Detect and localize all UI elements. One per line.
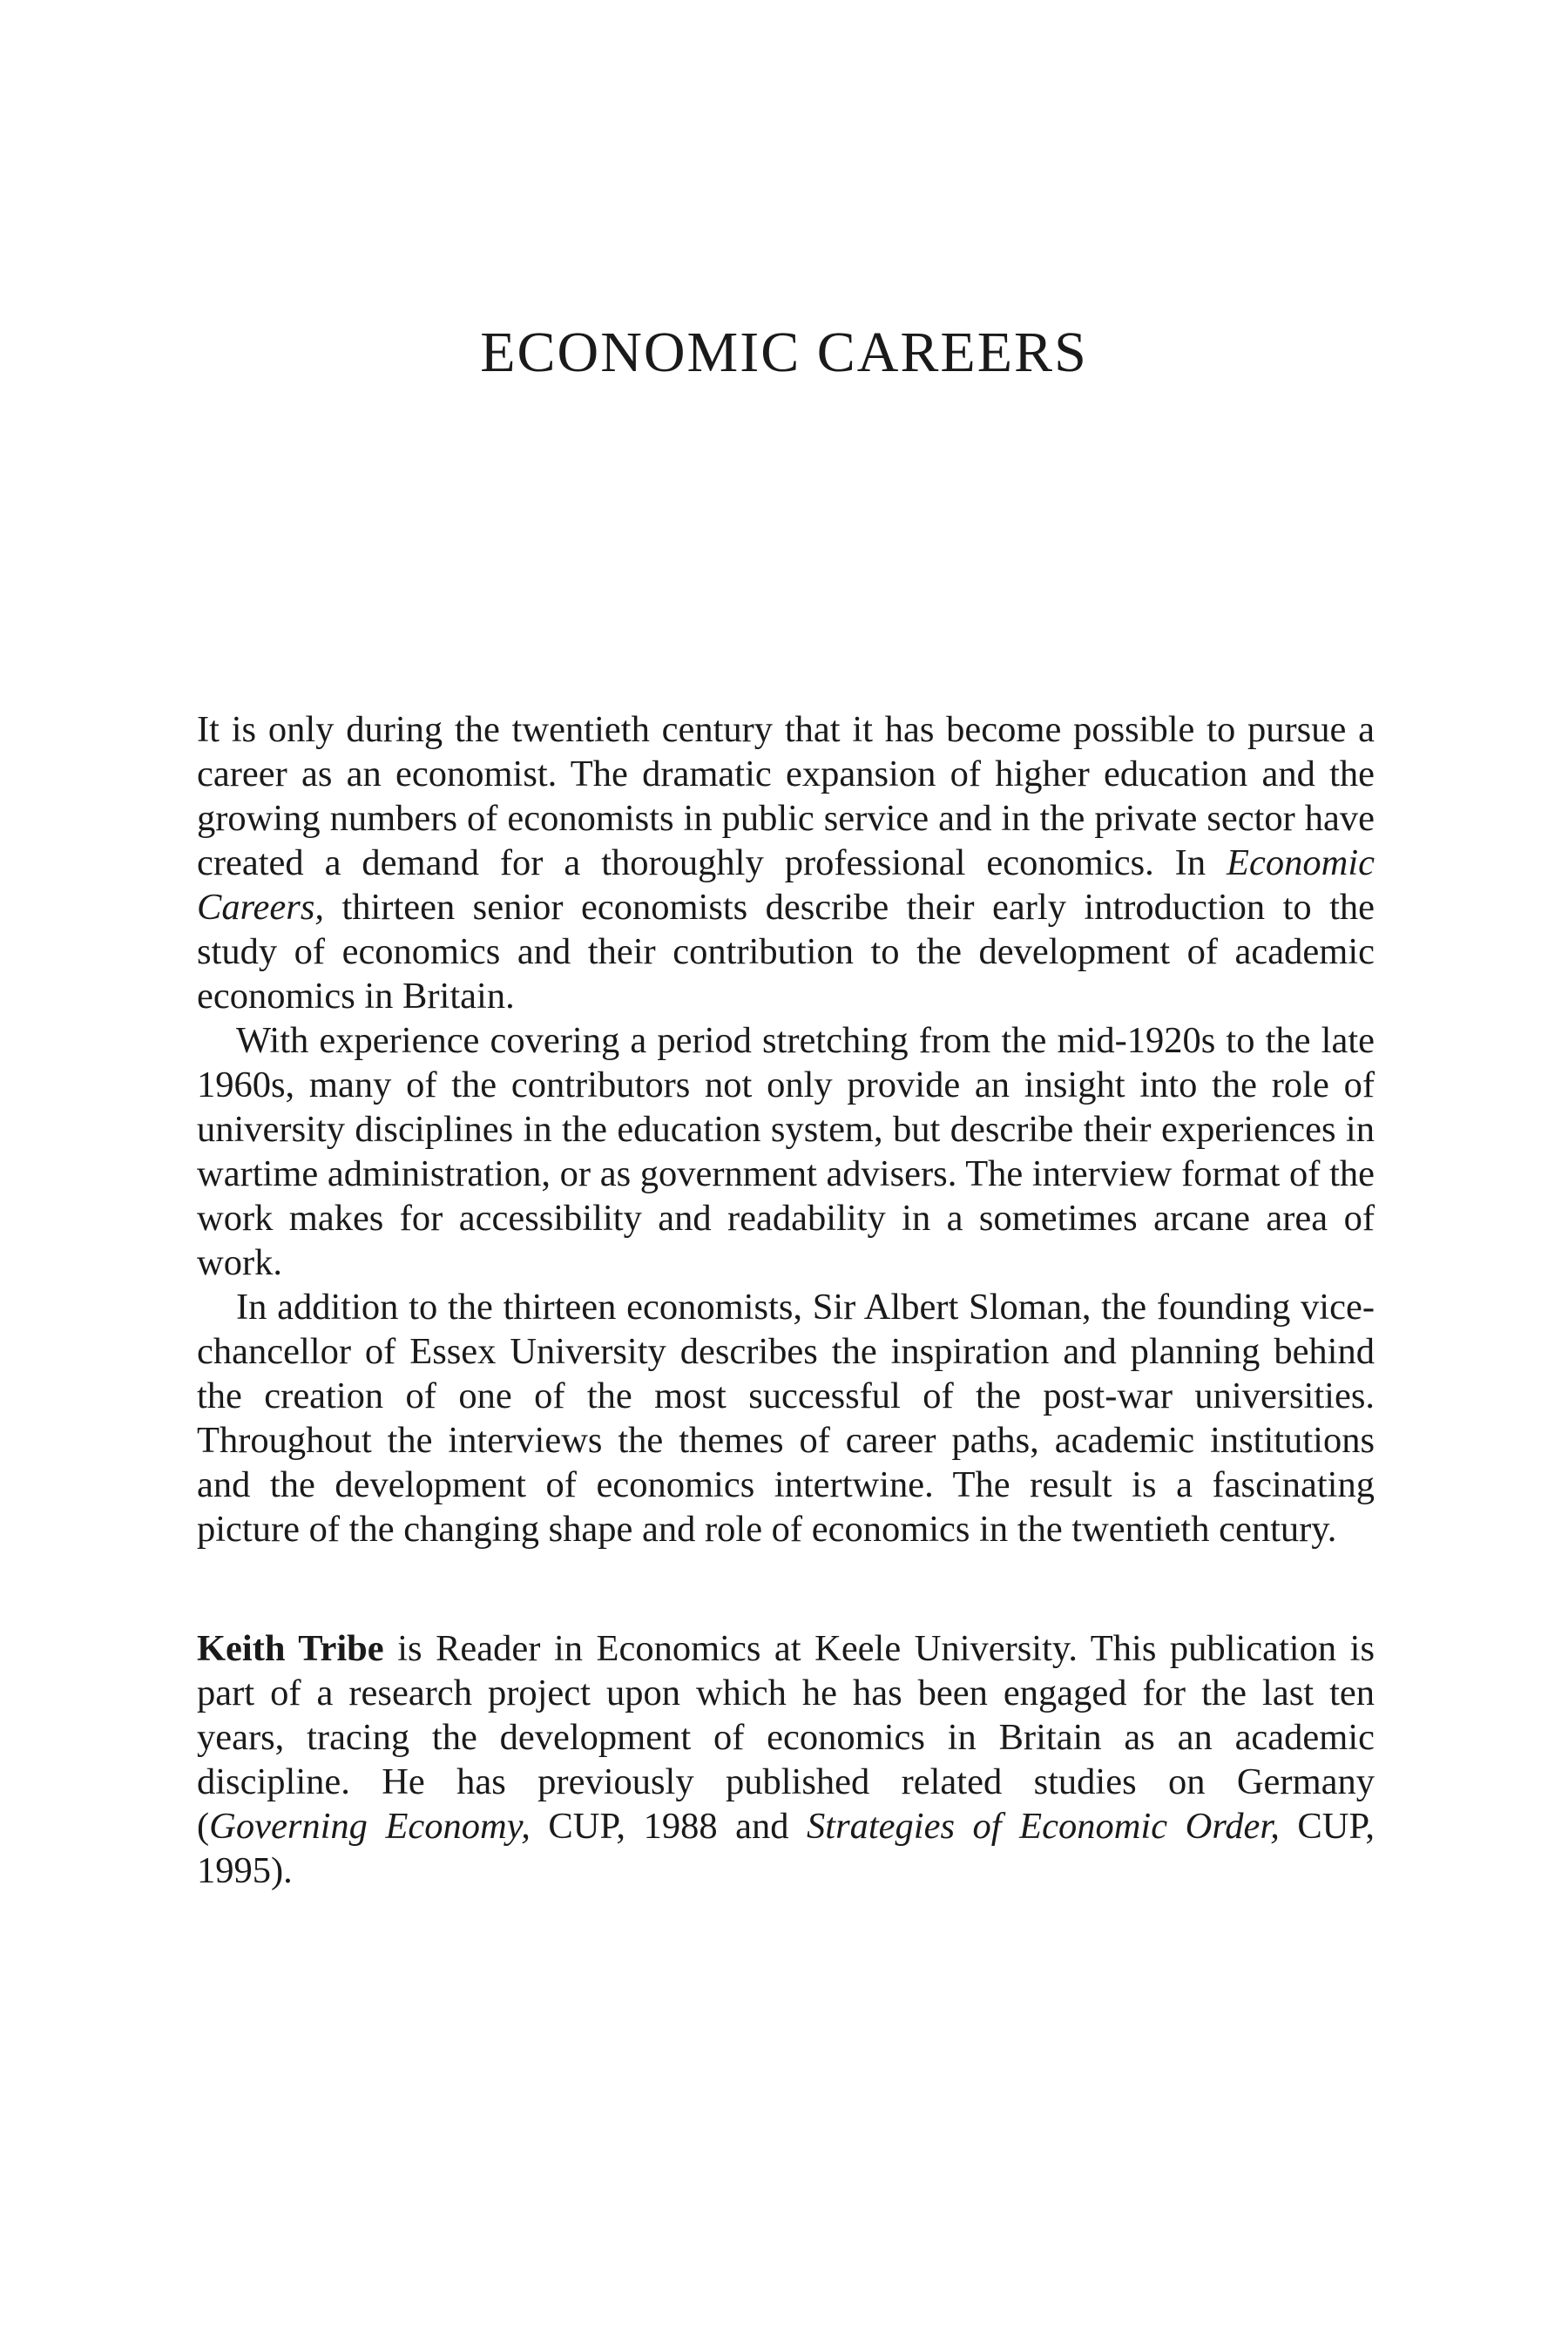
work-title-2: Strategies of Economic Order, — [807, 1806, 1280, 1847]
work-details-2: CUP, 1995). — [197, 1806, 1375, 1891]
page-title: ECONOMIC CAREERS — [480, 321, 1088, 384]
description-paragraph-3: In addition to the thirteen economists, Sir Albert Sloman, the founding vice-chancellor of Essex University describes the inspiration and planning behind the creation of one of the most successful of the post-war universities. Throughout the interviews the themes of career paths, academic institutions and the development of economics intertwine. The result is a fascinating picture of the changing shape and role of economics in the twentieth century. — [197, 1287, 1375, 1550]
author-name: Keith Tribe — [197, 1628, 384, 1669]
work-title-1: Governing Economy, — [209, 1806, 531, 1847]
author-biography — [197, 1626, 1375, 1893]
work-details-1: CUP, 1988 and — [530, 1806, 808, 1847]
description-paragraph-1 — [197, 707, 1375, 1018]
description-paragraph-2: With experience covering a period stretching from the mid-1920s to the late 1960s, many of the contributors not only provide an insight into the role of university disciplines in the education system, but describe their experiences in wartime administration, or as government advisers. The interview format of the work makes for accessibility and readability in a sometimes arcane area of work. — [197, 1020, 1375, 1283]
author-bio-text: is Reader in Economics at Keele University. This publication is part of a research project upon which he has been engaged for the last ten years, tracing the development of economics in Britain as an academic discipline. He has previously published related studies on Germany ( — [197, 1628, 1375, 1847]
paragraph-text: It is only during the twentieth century that it has become possible to pursue a career as an economist. The dramatic expansion of higher education and the growing numbers of economists in public service and in the private sector have created a demand for a thoroughly professional economics. In — [197, 709, 1375, 883]
paragraph-text: thirteen senior economists describe their early introduction to the study of economics and their contribution to the development of academic economics in Britain. — [197, 887, 1375, 1017]
book-description — [197, 707, 1375, 1551]
author-paragraph — [197, 1626, 1375, 1893]
book-title-italic: Economic Careers, — [197, 842, 1375, 928]
